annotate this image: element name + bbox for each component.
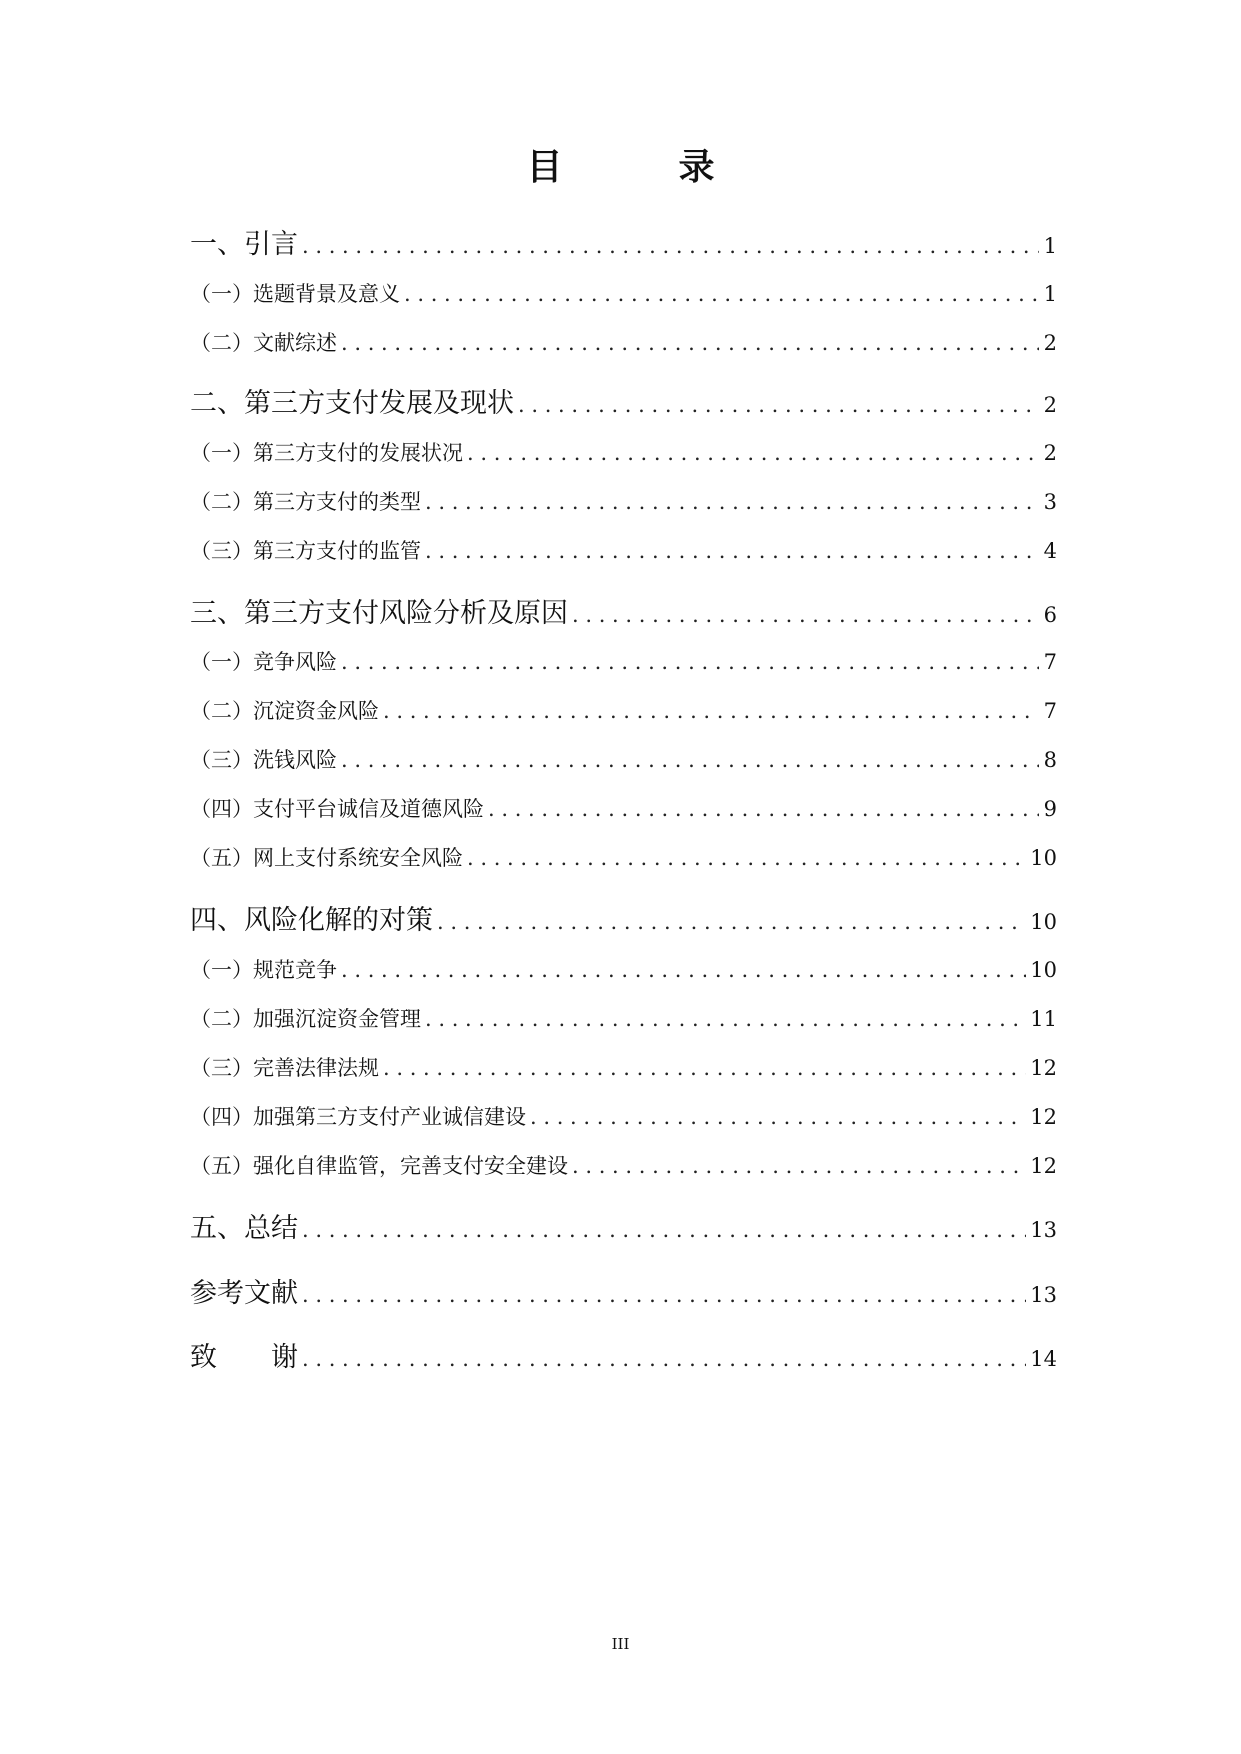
toc-entry-label: 二、第三方支付发展及现状	[190, 388, 514, 419]
toc-page-number: 2	[1043, 393, 1057, 417]
toc-entry-label: 四、风险化解的对策	[190, 905, 433, 936]
toc-entry[interactable]	[190, 1271, 1057, 1310]
toc-entry-label: （二）第三方支付的类型	[190, 490, 421, 514]
toc-entry-label: （一）第三方支付的发展状况	[190, 441, 463, 465]
toc-dot-leader	[425, 490, 1039, 514]
toc-entry[interactable]	[190, 486, 1057, 516]
toc-dot-leader	[467, 441, 1039, 465]
toc-dot-leader	[341, 331, 1039, 355]
toc-dot-leader	[425, 1007, 1026, 1031]
toc-dot-leader	[488, 797, 1039, 821]
toc-page-number: 13	[1030, 1218, 1057, 1242]
toc-entry-label: （四）加强第三方支付产业诚信建设	[190, 1105, 526, 1129]
toc-entry-label: （一）规范竞争	[190, 958, 337, 982]
toc-page-number: 10	[1030, 846, 1057, 870]
toc-entry-label: （三）第三方支付的监管	[190, 539, 421, 563]
toc-dot-leader	[302, 234, 1039, 258]
toc-entry[interactable]	[190, 222, 1057, 261]
toc-entry-label: 一、引言	[190, 229, 298, 260]
toc-entry[interactable]	[190, 1052, 1057, 1082]
toc-page-number: 7	[1043, 650, 1057, 674]
toc-dot-leader	[302, 1283, 1026, 1307]
toc-page-number: 4	[1043, 539, 1057, 563]
toc-entry-label: 三、第三方支付风险分析及原因	[190, 598, 568, 629]
toc-dot-leader	[341, 958, 1026, 982]
toc-entry-label: （一）选题背景及意义	[190, 282, 400, 306]
toc-entry[interactable]	[190, 278, 1057, 308]
page-number: III	[611, 1635, 630, 1653]
toc-page-number: 14	[1030, 1347, 1057, 1371]
toc-page-number: 3	[1043, 490, 1057, 514]
toc-entry[interactable]	[190, 695, 1057, 725]
toc-entry-label: （五）强化自律监管，完善支付安全建设	[190, 1154, 568, 1178]
toc-page-number: 12	[1030, 1105, 1057, 1129]
toc-page-number: 6	[1043, 603, 1057, 627]
toc-entry-label: 致 谢	[190, 1342, 298, 1373]
toc-page-number: 10	[1030, 958, 1057, 982]
toc-entry[interactable]	[190, 1101, 1057, 1131]
toc-dot-leader	[383, 1056, 1026, 1080]
toc-entry-label: （二）沉淀资金风险	[190, 699, 379, 723]
toc-entry[interactable]	[190, 954, 1057, 984]
toc-page-number: 2	[1043, 441, 1057, 465]
toc-entry[interactable]	[190, 535, 1057, 565]
toc-page-number: 13	[1030, 1283, 1057, 1307]
toc-dot-leader	[425, 539, 1039, 563]
toc-page-number: 10	[1030, 910, 1057, 934]
toc-dot-leader	[341, 748, 1039, 772]
toc-dot-leader	[437, 910, 1026, 934]
toc-dot-leader	[383, 699, 1039, 723]
page-title: 目 录	[526, 147, 755, 188]
toc-entry-label: （二）文献综述	[190, 331, 337, 355]
toc-entry[interactable]	[190, 898, 1057, 937]
toc-dot-leader	[518, 393, 1039, 417]
toc-dot-leader	[302, 1347, 1026, 1371]
toc-entry-label: （五）网上支付系统安全风险	[190, 846, 463, 870]
toc-entry[interactable]	[190, 842, 1057, 872]
toc-page-number: 9	[1043, 797, 1057, 821]
toc-page-number: 11	[1030, 1007, 1057, 1031]
toc-page-number: 2	[1043, 331, 1057, 355]
toc-entry-label: （三）洗钱风险	[190, 748, 337, 772]
toc-page-number: 1	[1043, 282, 1057, 306]
toc-entry[interactable]	[190, 793, 1057, 823]
toc-entry-label: 参考文献	[190, 1278, 298, 1309]
toc-dot-leader	[341, 650, 1039, 674]
toc-entry[interactable]	[190, 1206, 1057, 1245]
toc-entry-label: （三）完善法律法规	[190, 1056, 379, 1080]
toc-page-number: 12	[1030, 1154, 1057, 1178]
toc-entry-label: （二）加强沉淀资金管理	[190, 1007, 421, 1031]
toc-entry[interactable]	[190, 381, 1057, 420]
toc-entry[interactable]	[190, 1335, 1057, 1374]
toc-entry[interactable]	[190, 744, 1057, 774]
toc-entry[interactable]	[190, 1003, 1057, 1033]
toc-entry[interactable]	[190, 646, 1057, 676]
toc-dot-leader	[572, 603, 1039, 627]
toc-entry[interactable]	[190, 327, 1057, 357]
toc-dot-leader	[302, 1218, 1026, 1242]
toc-page-number: 8	[1043, 748, 1057, 772]
toc-page-number: 12	[1030, 1056, 1057, 1080]
toc-page-number: 7	[1043, 699, 1057, 723]
toc-entry-label: （一）竞争风险	[190, 650, 337, 674]
toc-entry-label: 五、总结	[190, 1213, 298, 1244]
toc-dot-leader	[530, 1105, 1026, 1129]
toc-dot-leader	[467, 846, 1026, 870]
toc-dot-leader	[572, 1154, 1026, 1178]
toc-page-number: 1	[1043, 234, 1057, 258]
toc-entry[interactable]	[190, 437, 1057, 467]
toc-entry[interactable]	[190, 591, 1057, 630]
toc-dot-leader	[404, 282, 1039, 306]
toc-entry[interactable]	[190, 1150, 1057, 1180]
toc-entry-label: （四）支付平台诚信及道德风险	[190, 797, 484, 821]
